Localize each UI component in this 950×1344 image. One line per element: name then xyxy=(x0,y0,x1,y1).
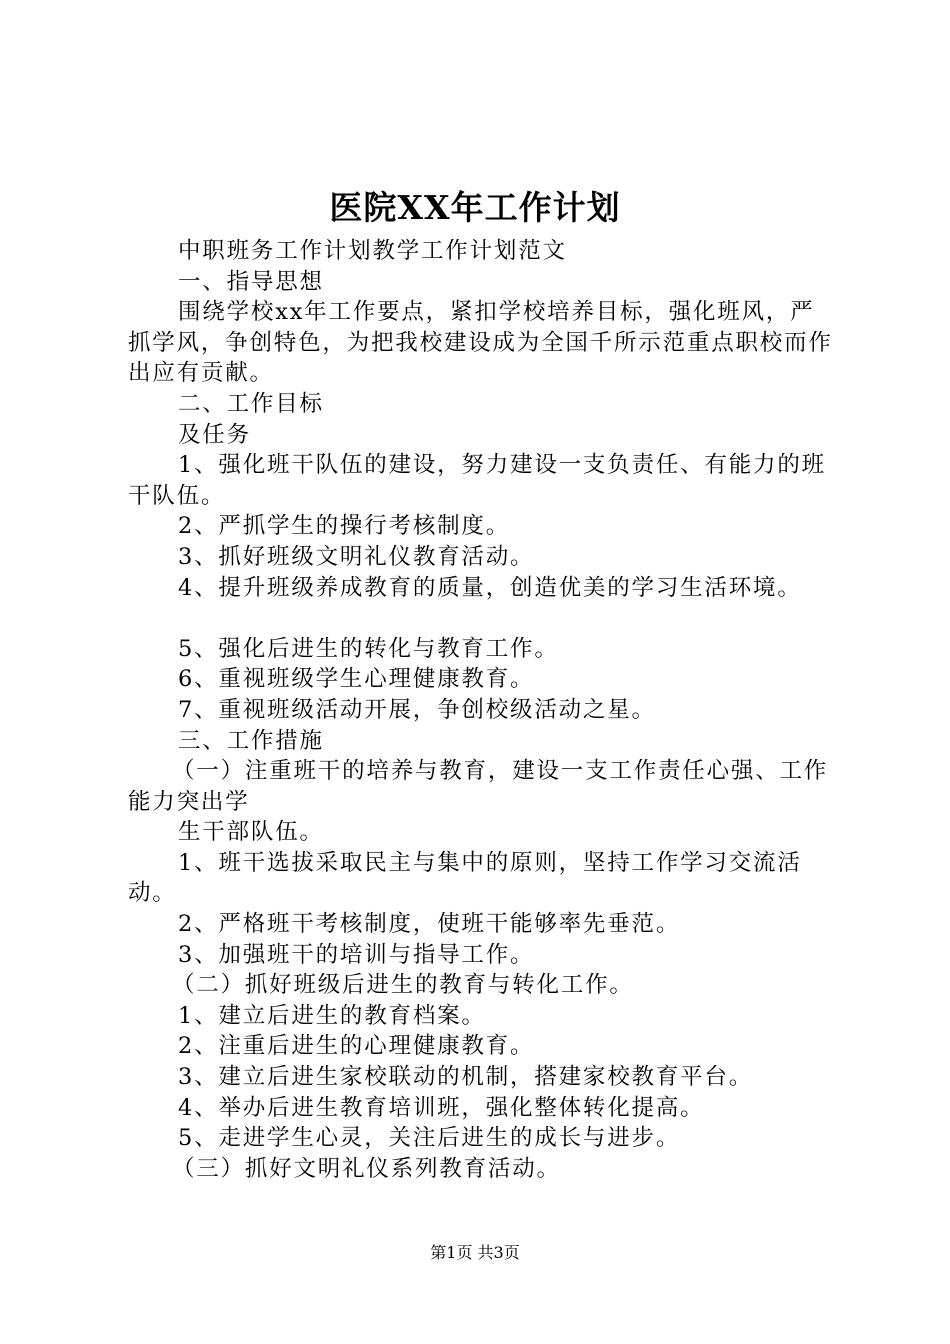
list-item: 1、强化班干队伍的建设，努力建设一支负责任、有能力的班干队伍。 xyxy=(128,452,826,509)
list-item: 6、重视班级学生心理健康教育。 xyxy=(178,666,535,693)
list-item: 2、严抓学生的操行考核制度。 xyxy=(178,513,511,540)
paragraph: 及任务 xyxy=(178,421,251,448)
list-item: 1、班干选拔采取民主与集中的原则，坚持工作学习交流活动。 xyxy=(128,849,802,907)
list-item: 7、重视班级活动开展，争创校级活动之星。 xyxy=(178,696,656,723)
section-heading: 三、工作措施 xyxy=(178,727,324,754)
list-item: 1、建立后进生的教育档案。 xyxy=(178,1002,486,1029)
list-item: 5、走进学生心灵，关注后进生的成长与进步。 xyxy=(178,1125,681,1152)
subsection-heading: （二）抓好班级后进生的教育与转化工作。 xyxy=(172,972,634,999)
document-title: 医院XX年工作计划 xyxy=(329,188,621,227)
paragraph: 中职班务工作计划教学工作计划范文 xyxy=(178,238,567,264)
list-item: 4、提升班级养成教育的质量，创造优美的学习生活环境。 xyxy=(178,574,802,601)
section-heading: 一、指导思想 xyxy=(178,268,324,295)
document-body xyxy=(128,236,834,1184)
page-footer: 第1页 共3页 xyxy=(430,1243,520,1262)
section-heading: 二、工作目标 xyxy=(178,390,324,417)
list-item: 2、注重后进生的心理健康教育。 xyxy=(178,1033,535,1060)
subsection-heading: （一）注重班干的培养与教育，建设一支工作责任心强、工作能力突出学 xyxy=(128,758,829,815)
paragraph: 生干部队伍。 xyxy=(178,819,324,846)
list-item: 3、抓好班级文明礼仪教育活动。 xyxy=(178,543,535,570)
list-item: 3、加强班干的培训与指导工作。 xyxy=(178,941,535,968)
blank-line xyxy=(128,603,834,634)
list-item: 3、建立后进生家校联动的机制，搭建家校教育平台。 xyxy=(178,1064,754,1091)
list-item: 5、强化后进生的转化与教育工作。 xyxy=(178,635,559,662)
list-item: 2、严格班干考核制度，使班干能够率先垂范。 xyxy=(178,911,681,938)
subsection-heading: （三）抓好文明礼仪系列教育活动。 xyxy=(172,1155,561,1182)
list-item: 4、举办后进生教育培训班，强化整体转化提高。 xyxy=(178,1094,705,1121)
paragraph: 围绕学校xx年工作要点，紧扣学校培养目标，强化班风，严抓学风，争创特色，为把我校建设成为全国千所示范重点职校而作出应有贡献。 xyxy=(128,299,833,387)
